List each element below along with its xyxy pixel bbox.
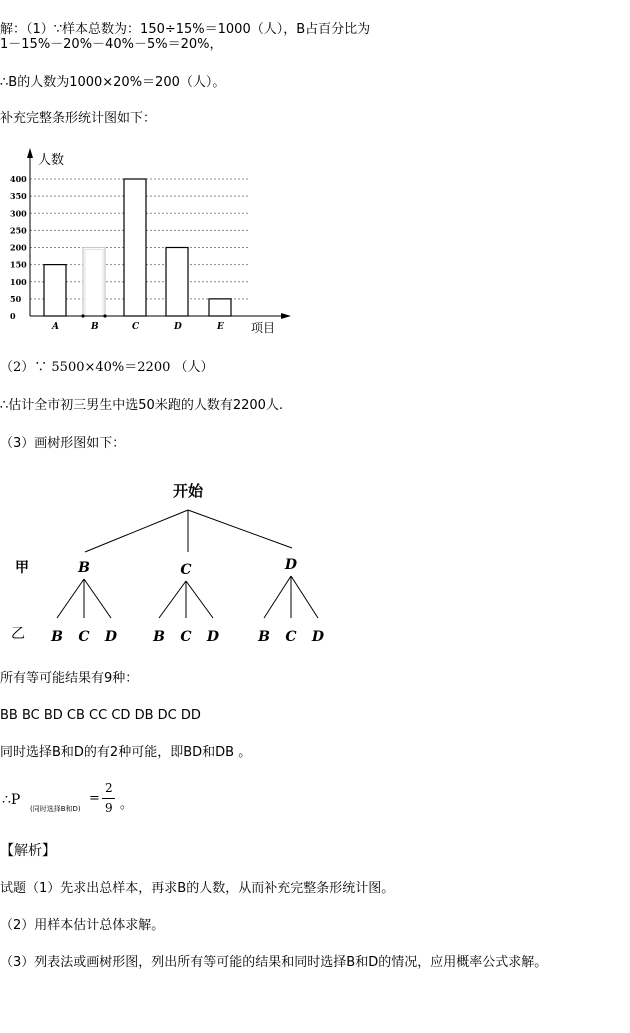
solution-line-2: 1－15%－20%－40%－5%＝20%，: [0, 37, 223, 52]
x-tick-label-E: E: [217, 322, 224, 332]
tree-branch-C-D: [186, 581, 213, 618]
tree-leaf-DC: C: [285, 629, 297, 645]
x-tick-label-C: C: [132, 322, 140, 332]
y-axis-arrow: [27, 148, 33, 158]
tree-leaf-BB: B: [51, 629, 63, 645]
tree-level1-label: 甲: [15, 560, 29, 576]
tree-branch-B-B: [57, 579, 84, 618]
prob-prefix: ∴P: [2, 792, 21, 808]
bar-A: [44, 265, 66, 316]
tree-node-D: D: [284, 557, 298, 573]
solution-line-4: 补充完整条形统计图如下：: [0, 111, 157, 126]
tree-node-B: B: [78, 560, 90, 576]
prob-fraction-bar: [102, 798, 115, 799]
y-tick-label: 300: [10, 208, 27, 219]
y-axis-label: 人数: [38, 153, 65, 168]
tree-branch-C-B: [159, 581, 186, 618]
y-tick-label: 0: [10, 311, 16, 321]
part-3-line: （3）画树形图如下：: [0, 436, 126, 451]
solution-line-3: ∴B的人数为1000×20%＝200（人）。: [0, 75, 226, 90]
tree-branch-root-D: [188, 510, 292, 548]
analysis-line-1: 试题（1）先求出总样本，再求B的人数，从而补充完整条形统计图。: [0, 881, 395, 896]
outcomes-intro: 所有等可能结果有9种：: [0, 671, 139, 686]
y-tick-label: 350: [10, 191, 27, 202]
tree-branch-B-D: [84, 579, 111, 618]
tree-level2-label: 乙: [11, 626, 25, 642]
prob-numerator: 2: [105, 781, 113, 795]
tree-labels: [11, 482, 325, 645]
prob-denominator: 9: [105, 801, 113, 815]
x-tick-label-A: A: [52, 322, 59, 332]
analysis-line-2: （2）用样本估计总体求解。: [0, 918, 165, 933]
y-tick-label: 400: [10, 174, 27, 184]
analysis-heading: 【解析】: [0, 843, 56, 859]
bar-E: [209, 299, 231, 316]
x-tick-label-B: B: [91, 322, 99, 332]
chart-bars: [44, 179, 231, 318]
tree-leaf-CB: B: [153, 629, 165, 645]
x-axis-label: 项目: [251, 321, 276, 335]
y-tick-label: 250: [10, 225, 27, 236]
bar-chart: [0, 140, 300, 340]
tree-leaf-BD: D: [104, 629, 118, 645]
tree-root: 开始: [172, 482, 204, 500]
y-tick-label: 200: [10, 242, 27, 253]
tree-leaf-CC: C: [180, 629, 192, 645]
y-tick-label: 50: [10, 293, 22, 304]
tree-branch-D-D: [291, 576, 318, 618]
bd-line: 同时选择B和D的有2种可能，即BD和DB 。: [0, 745, 252, 760]
part-2-conclusion: ∴估计全市初三男生中选50米跑的人数有2200人.: [0, 398, 284, 413]
y-tick-label: 150: [10, 259, 27, 270]
solution-line-1: 解：（1）∵样本总数为：150÷15%＝1000（人），B占百分比为: [0, 22, 371, 37]
chart-x-tick-labels: [51, 322, 224, 332]
bar-B: [83, 248, 105, 317]
tree-diagram: [0, 470, 360, 655]
tree-branch-D-B: [264, 576, 291, 618]
bar-C: [124, 179, 146, 316]
part-2-line: （2）∵ 5500×40%＝2200 （人）: [0, 360, 214, 375]
analysis-line-3: （3）列表法或画树形图，列出所有等可能的结果和同时选择B和D的情况，应用概率公式求解。: [0, 955, 548, 970]
prob-end: 。: [120, 797, 134, 812]
y-tick-label: 100: [10, 276, 27, 287]
prob-equals: =: [89, 791, 100, 806]
tree-branch-root-B: [85, 510, 188, 552]
tree-leaf-BC: C: [78, 629, 90, 645]
bar-D: [166, 248, 188, 317]
probability-expression: [0, 780, 200, 820]
prob-subscript: (同时选择B和D): [30, 805, 81, 813]
outcomes-list: BB BC BD CB CC CD DB DC DD: [0, 708, 201, 723]
tree-leaf-DB: B: [258, 629, 270, 645]
chart-y-tick-labels: [10, 174, 27, 321]
tree-leaf-DD: D: [311, 629, 325, 645]
tree-node-C: C: [180, 562, 192, 578]
x-tick-label-D: D: [174, 322, 182, 332]
x-axis-arrow: [281, 313, 291, 319]
tree-leaf-CD: D: [206, 629, 220, 645]
